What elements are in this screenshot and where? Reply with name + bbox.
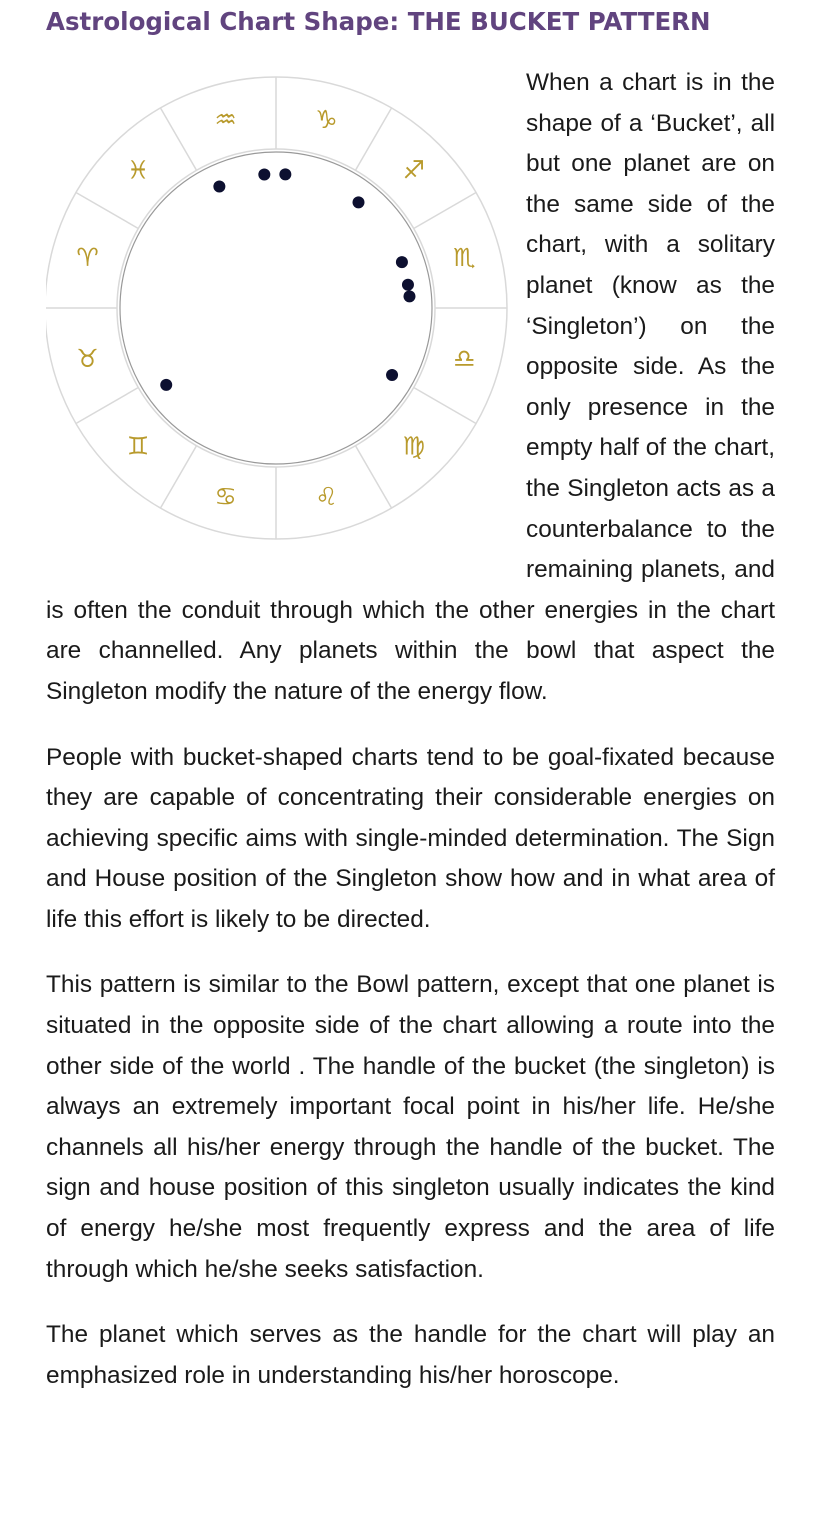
wheel-rings: [46, 77, 507, 539]
planet-8: [386, 369, 398, 381]
leo-icon: ♌: [315, 481, 338, 511]
virgo-icon: ♍: [402, 431, 426, 461]
pisces-icon: ♓: [126, 155, 150, 185]
planet-4: [352, 196, 364, 208]
planet-2: [258, 169, 270, 181]
gemini-icon: ♊: [126, 431, 150, 461]
planet-7: [403, 290, 415, 302]
libra-icon: ♎: [453, 343, 476, 373]
house-divider: [414, 388, 476, 424]
paragraph-2: People with bucket-shaped charts tend to be goal-fixated because they are capable of concentrating their considerable energies on achieving specific aims with single-minded determination. The Sign and House position of the Singleton show how and in what area of life this effort is likely to be directed.: [46, 743, 775, 933]
sagittarius-icon: ♐: [402, 155, 426, 185]
zodiac-signs: [76, 105, 475, 511]
aries-icon: ♈: [76, 243, 99, 273]
planet-markers: [160, 168, 415, 391]
article: [46, 0, 775, 1421]
house-divider: [161, 108, 197, 170]
capricorn-icon: ♑: [315, 105, 338, 135]
page-title: Astrological Chart Shape: THE BUCKET PATTERN: [46, 7, 711, 36]
planet-3: [279, 168, 291, 180]
house-divider: [414, 193, 476, 229]
inner-circle: [120, 152, 432, 464]
house-divider: [356, 108, 392, 170]
planet-1: [213, 181, 225, 193]
cancer-icon: ♋: [214, 481, 237, 511]
taurus-icon: ♉: [76, 343, 99, 373]
house-divider: [356, 446, 392, 508]
house-divider: [76, 388, 138, 424]
house-divider: [76, 193, 138, 229]
planet-6: [402, 279, 414, 291]
singleton-planet: [160, 379, 172, 391]
paragraph-4: The planet which serves as the handle for the chart will play an emphasized role in understanding his/her horoscope.: [46, 1321, 775, 1389]
scorpio-icon: ♏: [453, 243, 476, 273]
middle-ring: [117, 149, 435, 467]
paragraph-1: When a chart is in the shape of a ‘Bucket’, all but one planet are on the same side of the chart, with a solitary planet (know as the ‘Singleton’) on the opposite side. As the only presence in the empty half of the chart, the Singleton acts as a counterbalance to the remaining planets, and is often the conduit through which the other energies in the chart are channelled. Any planets within the bowl that aspect the Singleton modify the nature of the energy flow.: [46, 69, 775, 705]
house-divider: [161, 446, 197, 508]
zodiac-wheel: [46, 70, 516, 560]
bucket-pattern-chart: [46, 70, 516, 560]
planet-5: [396, 256, 408, 268]
paragraph-3: This pattern is similar to the Bowl pattern, except that one planet is situated in the opposite side of the chart allowing a route into the other side of the world . The handle of the bucket (the singleton) is always an extremely important focal point in his/her life. He/she channels all his/her energy through the handle of the bucket. The sign and house position of this singleton usually indicates the kind of energy he/she most frequently express and the area of life through which he/she seeks satisfaction.: [46, 971, 775, 1283]
aquarius-icon: ♒: [214, 105, 237, 135]
